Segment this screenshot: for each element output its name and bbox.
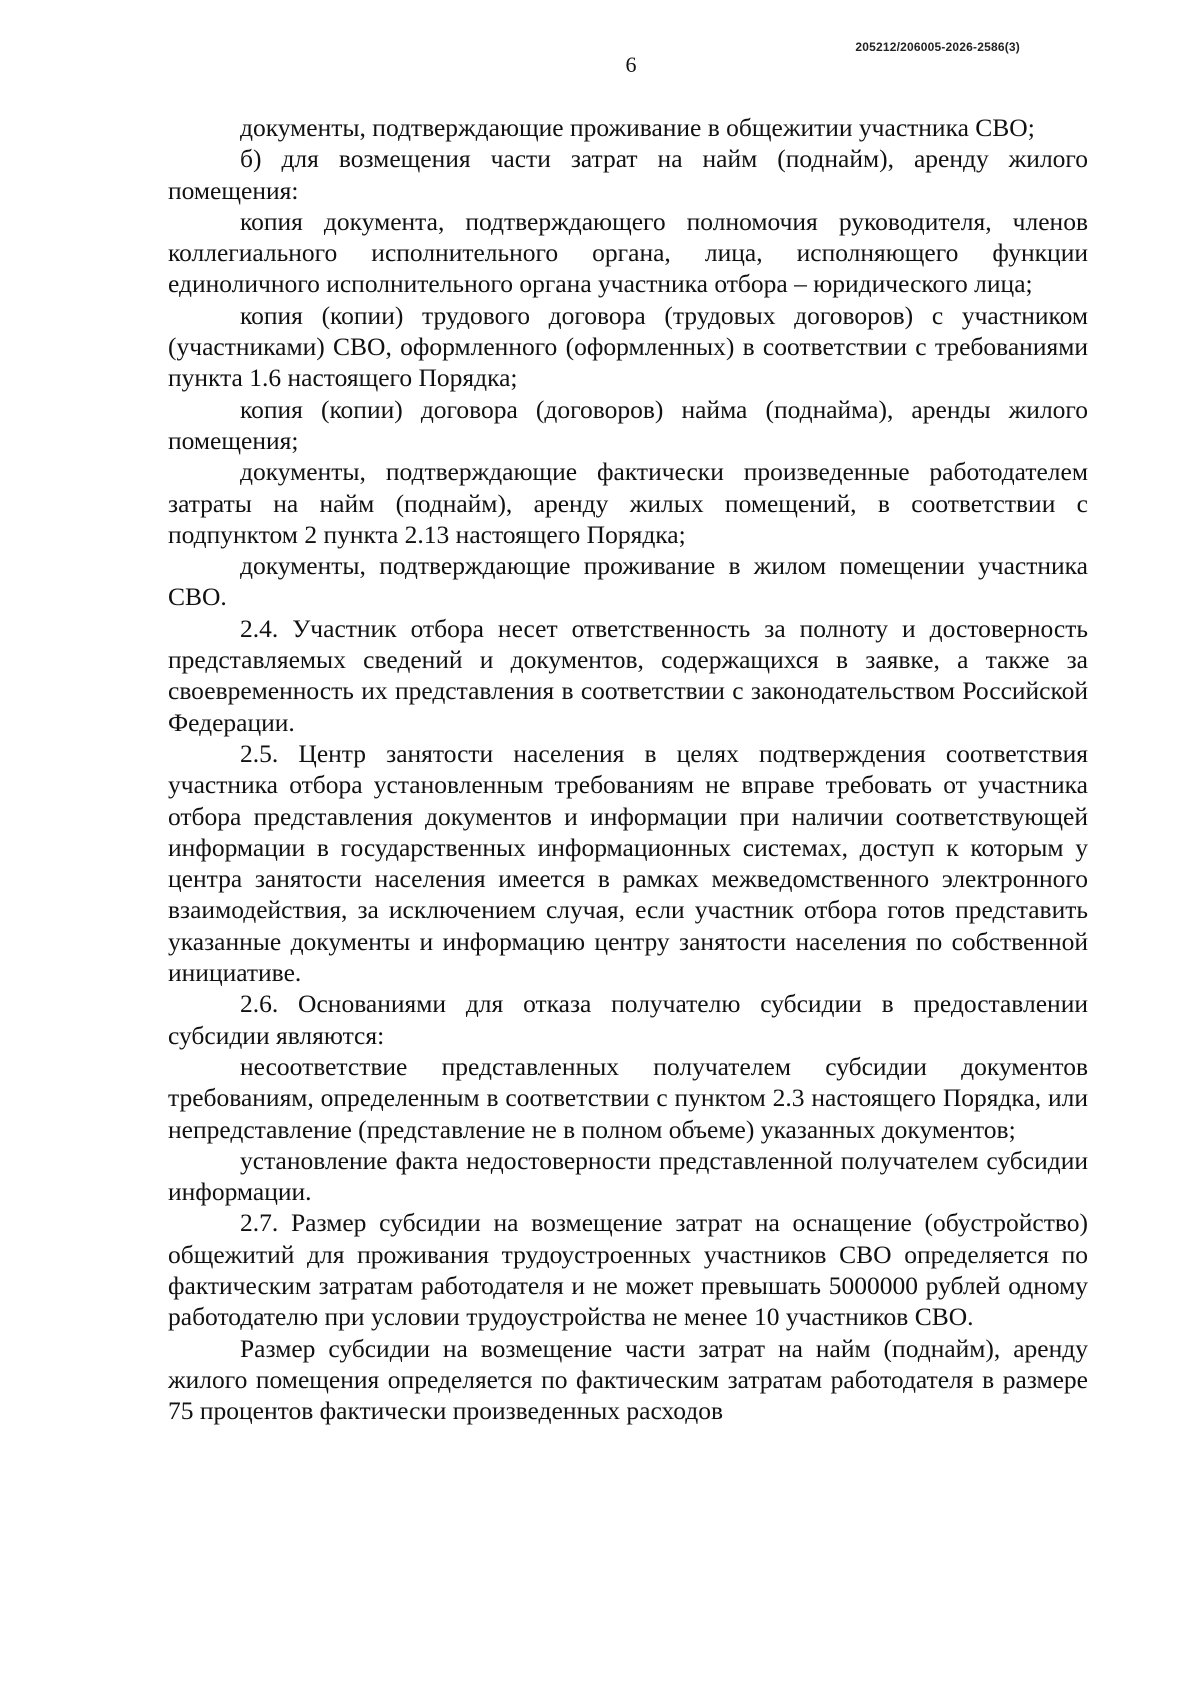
paragraph-labor-contract-copy: копия (копии) трудового договора (трудовых договоров) с участником (участниками) СВО, оформленного (оформленных) в соответствии с требованиями пункта 1.6 настоящего Порядка; (168, 300, 1088, 393)
paragraph-2-4: 2.4. Участник отбора несет ответственность за полноту и достоверность представляемых сведений и документов, содержащихся в заявке, а также за своевременность их представления в соответствии с законодательством Российской Федерации. (168, 613, 1088, 737)
paragraph-rent-subsidy-amount: Размер субсидии на возмещение части затрат на найм (поднайм), аренду жилого помещения определяется по фактическим затратам работодателя в размере 75 процентов фактически произведенных расходов (168, 1333, 1088, 1426)
paragraph-expense-proof-docs: документы, подтверждающие фактически произведенные работодателем затраты на найм (поднайм), аренду жилых помещений, в соответствии с подпунктом 2 пункта 2.13 настоящего Порядка; (168, 457, 1088, 549)
document-body (168, 112, 1088, 1426)
page-number: 6 (625, 52, 637, 77)
paragraph-residence-proof-docs: документы, подтверждающие проживание в жилом помещении участника СВО. (168, 551, 1088, 612)
paragraph-refusal-ground-2: установление факта недостоверности представленной получателем субсидии информации. (168, 1145, 1088, 1207)
paragraph-authority-document-copy: копия документа, подтверждающего полномочия руководителя, членов коллегиального исполнительного органа, лица, исполняющего функции единоличного исполнительного органа участника отбора – юридического лица; (168, 206, 1088, 299)
paragraph-lease-contract-copy: копия (копии) договора (договоров) найма (поднайма), аренды жилого помещения; (168, 394, 1088, 455)
paragraph-item-b-rent-reimbursement: б) для возмещения части затрат на найм (поднайм), аренду жилого помещения: (168, 144, 1088, 205)
paragraph-refusal-ground-1: несоответствие представленных получателем субсидии документов требованиям, определенным в соответствии с пунктом 2.3 настоящего Порядка, или непредставление (представление не в полном объеме) указанных документов; (168, 1051, 1088, 1144)
paragraph-hostel-residence-docs: документы, подтверждающие проживание в общежитии участника СВО; (240, 113, 1035, 142)
paragraph-2-5: 2.5. Центр занятости населения в целях подтверждения соответствия участника отбора установленным требованиям не вправе требовать от участника отбора представления документов и информации при наличии соответствующей информации в государственных информационных системах, доступ к которым у центра занятости населения имеется в рамках межведомственного электронного взаимодействия, за исключением случая, если участник отбора готов представить указанные документы и информацию центру занятости населения по собственной инициативе. (168, 738, 1088, 988)
paragraph-2-6: 2.6. Основаниями для отказа получателю субсидии в предоставлении субсидии являются: (168, 989, 1088, 1050)
paragraph-2-7: 2.7. Размер субсидии на возмещение затрат на оснащение (обустройство) общежитий для проживания трудоустроенных участников СВО определяется по фактическим затратам работодателя и не может превышать 5000000 рублей одному работодателю при условии трудоустройства не менее 10 участников СВО. (168, 1208, 1088, 1332)
document-number: 205212/206005-2026-2586(3) (855, 40, 1020, 54)
